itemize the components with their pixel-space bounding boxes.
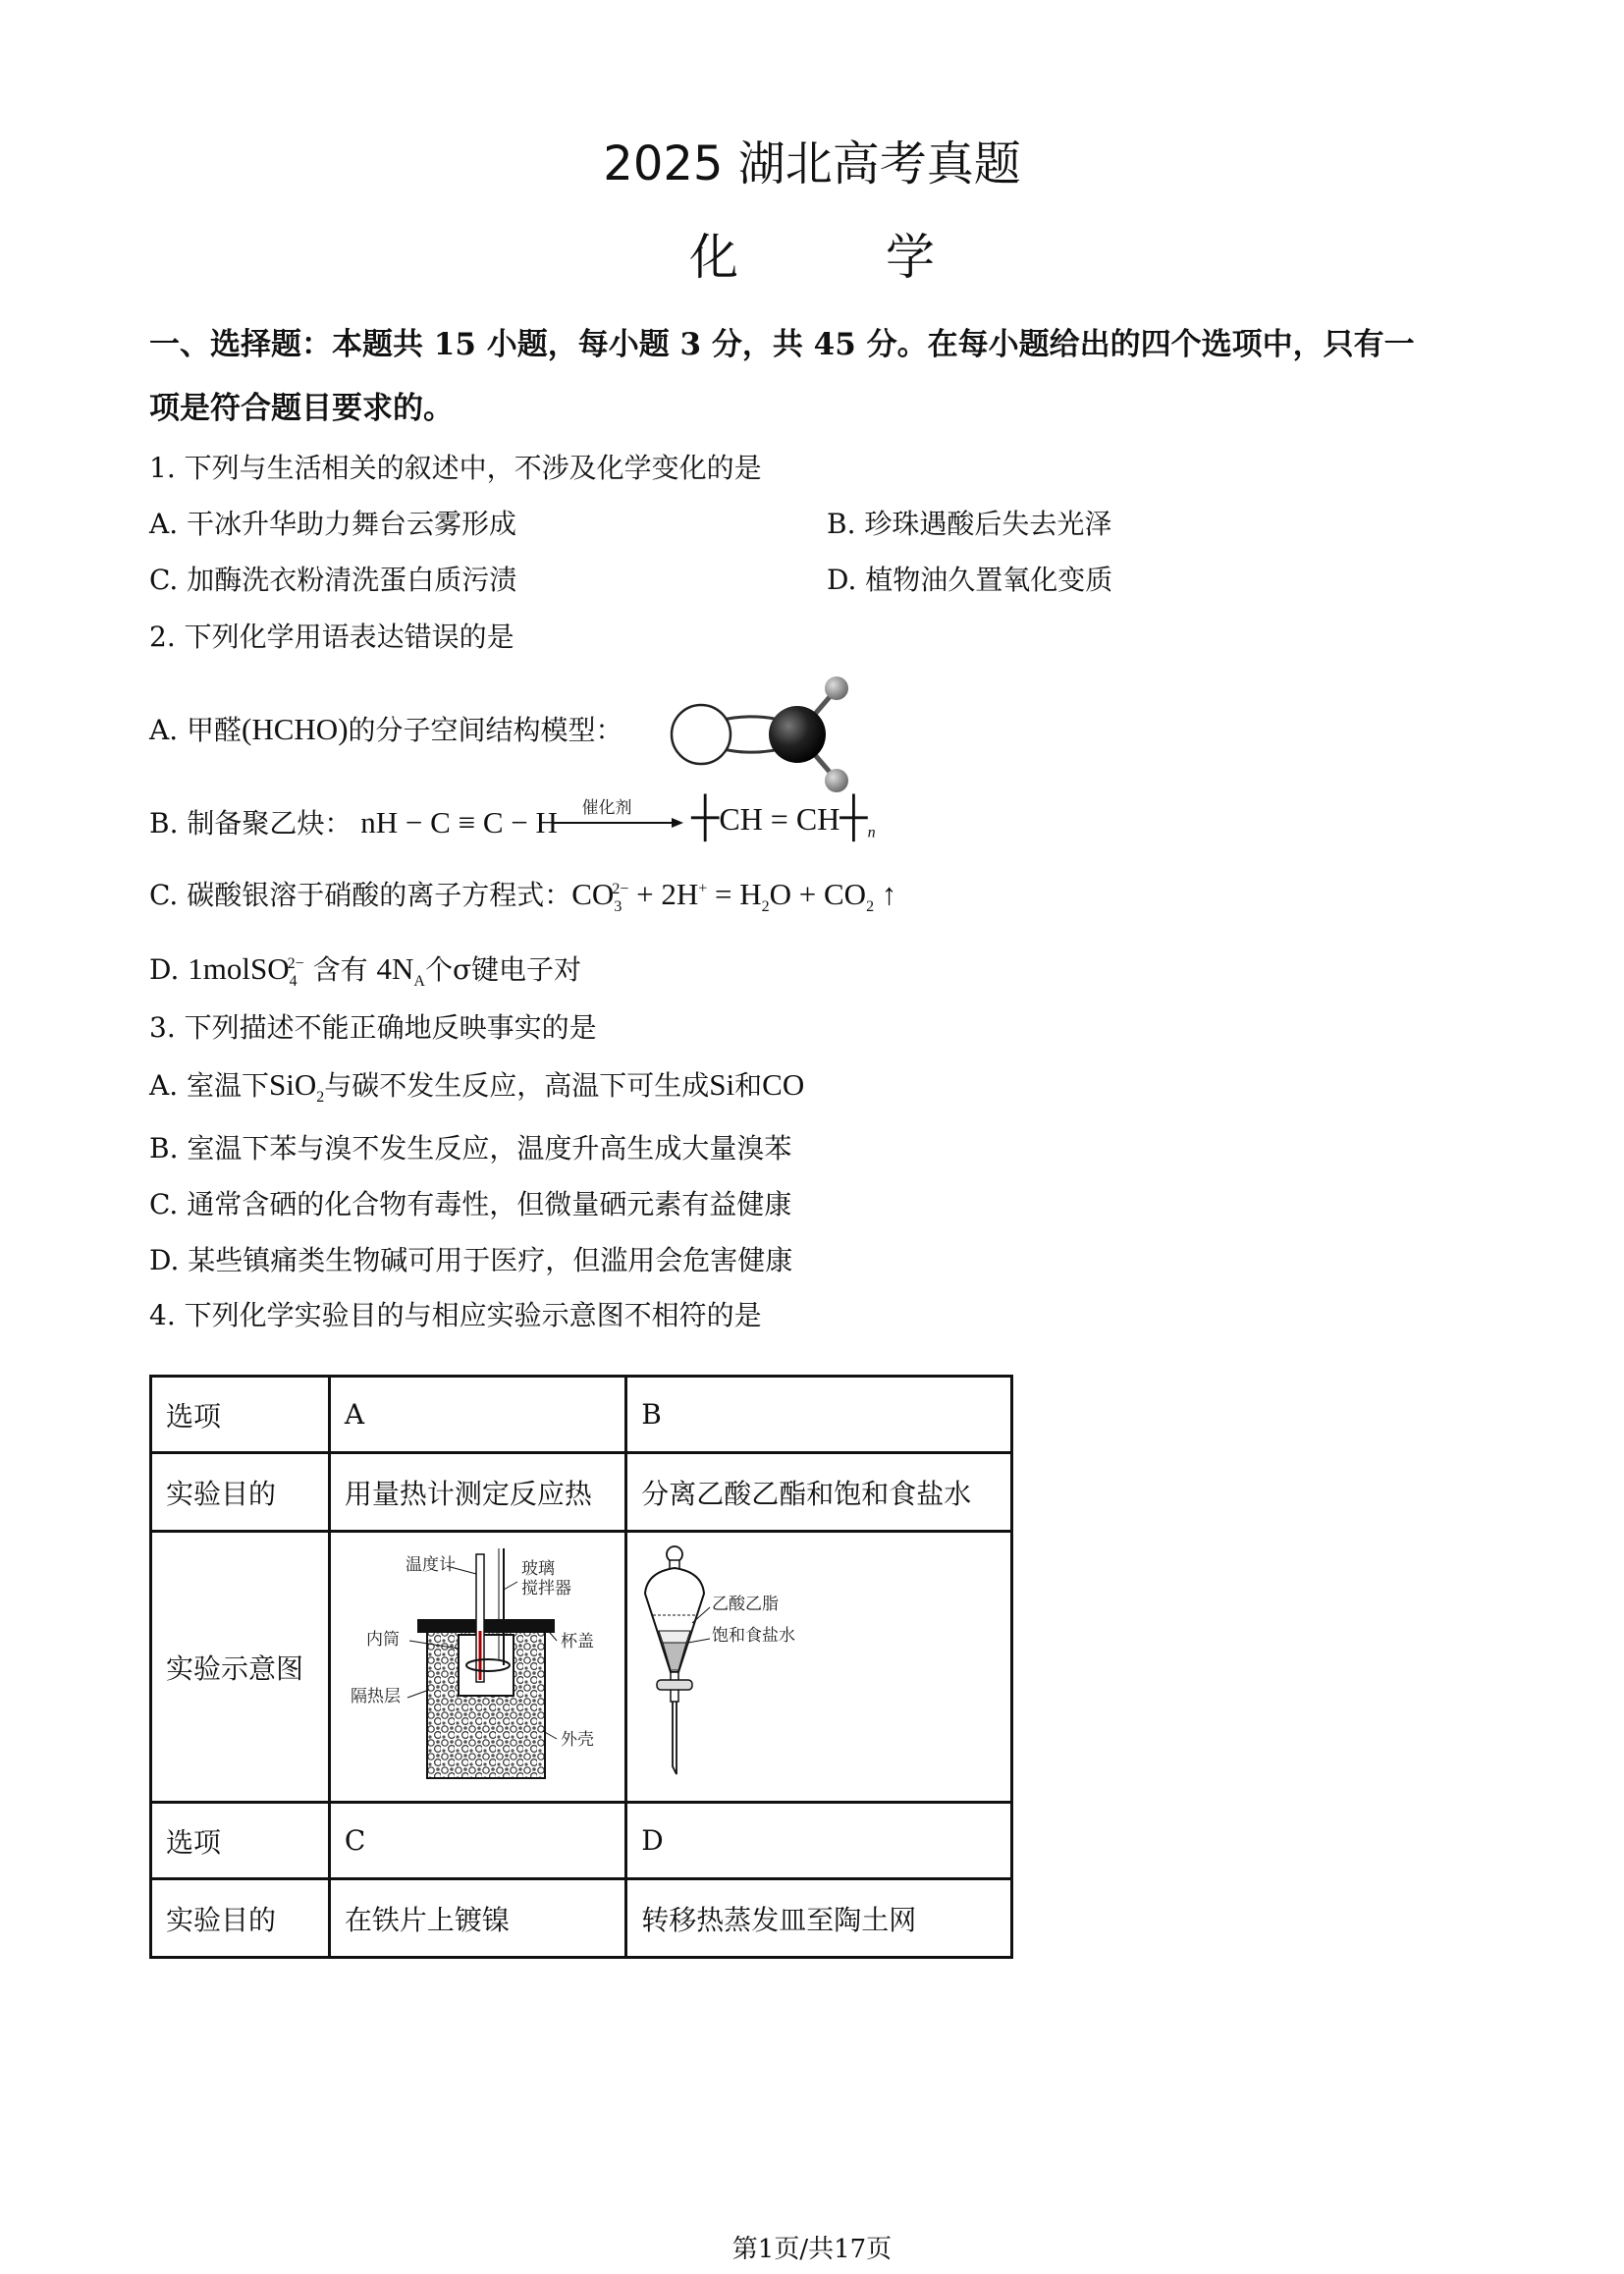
cell-header-purpose: 实验目的 <box>151 1879 330 1958</box>
label-lid: 杯盖 <box>560 1632 594 1651</box>
cell-purpose-d: 转移热蒸发皿至陶土网 <box>626 1879 1012 1958</box>
formaldehyde-model <box>660 668 866 795</box>
sulfate-amount: 1molSO$_4^{2-}$ <box>188 951 304 991</box>
cell-diagram-b <box>626 1532 1012 1803</box>
label-brine: 饱和食盐水 <box>712 1626 796 1646</box>
oxygen-atom <box>672 705 731 764</box>
catalyst-arrow <box>550 797 687 837</box>
ionic-equation: $CO_3^{2-} + 2H^+ = H_2O + CO_2$ ↑ <box>571 877 897 916</box>
label-insulation: 隔热层 <box>350 1687 401 1706</box>
label-inner-cup: 内筒 <box>365 1630 400 1650</box>
option-d-mid: 含有 <box>312 953 368 986</box>
separatory-funnel-diagram <box>627 1533 1004 1794</box>
question-1-stem: 1. 下列与生活相关的叙述中，不涉及化学变化的是 <box>149 452 762 484</box>
sio2-formula: SiO$_2$ <box>269 1067 325 1107</box>
option-d-suffix: 个σ键电子对 <box>424 953 582 986</box>
cell-purpose-c: 在铁片上镀镍 <box>329 1879 625 1958</box>
document-subject: 化学 <box>689 229 1082 286</box>
cell-header-option: 选项 <box>151 1803 330 1879</box>
question-2-stem: 2. 下列化学用语表达错误的是 <box>149 621 514 653</box>
section-heading-line2: 项是符合题目要求的。 <box>149 391 454 426</box>
question-1-option-b: B. 珍珠遇酸后失去光泽 <box>827 508 1112 540</box>
label-stirrer: 搅拌器 <box>520 1579 571 1598</box>
question-3-option-b: B. 室温下苯与溴不发生反应，温度升高生成大量溴苯 <box>149 1132 792 1164</box>
question-3-option-c: C. 通常含硒的化合物有毒性，但微量硒元素有益健康 <box>149 1188 792 1220</box>
table-row <box>151 1377 1012 1453</box>
avogadro-count: $4N_A$ <box>376 951 425 991</box>
question-2-option-b <box>149 802 558 841</box>
question-3-stem: 3. 下列描述不能正确地反映事实的是 <box>149 1011 597 1044</box>
catalyst-label: 催化剂 <box>581 798 632 818</box>
cell-purpose-b: 分离乙酸乙酯和饱和食盐水 <box>626 1453 1012 1532</box>
question-4-table <box>149 1375 1013 1959</box>
cell-header-purpose: 实验目的 <box>151 1453 330 1532</box>
cell-header-diagram: 实验示意图 <box>151 1532 330 1803</box>
question-4-stem: 4. 下列化学实验目的与相应实验示意图不相符的是 <box>149 1299 762 1331</box>
cell-header-option: 选项 <box>151 1377 330 1453</box>
cell-option-c: C <box>329 1803 625 1879</box>
table-row <box>151 1532 1012 1803</box>
cell-option-a: A <box>329 1377 625 1453</box>
hcho-formula: (HCHO) <box>242 712 349 746</box>
question-2-option-c <box>149 874 896 916</box>
hydrogen-atom <box>825 677 848 700</box>
question-1-option-d: D. 植物油久置氧化变质 <box>827 564 1113 596</box>
polyacetylene-product: ┼CH = $CH┼_n$ <box>691 794 876 841</box>
option-a-suffix: 的分子空间结构模型： <box>348 714 623 746</box>
label-ethyl-acetate: 乙酸乙脂 <box>712 1595 780 1614</box>
table-row <box>151 1879 1012 1958</box>
question-3-option-d: D. 某些镇痛类生物碱可用于医疗，但滥用会危害健康 <box>149 1244 793 1276</box>
table-row <box>151 1453 1012 1532</box>
carbon-atom <box>769 706 826 763</box>
degree-n: n <box>867 824 876 841</box>
cell-purpose-a: 用量热计测定反应热 <box>329 1453 625 1532</box>
section-heading-line1: 一、选择题：本题共 15 小题，每小题 3 分，共 45 分。在每小题给出的四个选项中，只有一 <box>149 327 1415 362</box>
option-a-prefix: A. 甲醛 <box>149 714 243 746</box>
label-glass: 玻璃 <box>520 1559 555 1579</box>
question-2-option-d <box>149 948 581 991</box>
page-number: 第1页/共17页 <box>731 2235 893 2264</box>
option-d-prefix: D. <box>149 953 180 986</box>
question-2-option-a <box>149 709 623 748</box>
document-title: 2025 湖北高考真题 <box>603 136 1021 191</box>
hydrogen-atom <box>825 769 848 792</box>
cell-option-d: D <box>626 1803 1012 1879</box>
calorimeter-diagram <box>331 1533 622 1794</box>
label-thermometer: 温度计 <box>405 1555 456 1575</box>
option-b-prefix: B. 制备聚乙炔： <box>149 807 352 839</box>
cell-diagram-a <box>329 1532 625 1803</box>
acetylene-reactant: nH − C ≡ C − H <box>360 805 558 839</box>
label-shell: 外壳 <box>560 1730 594 1750</box>
question-1-option-a: A. 干冰升华助力舞台云雾形成 <box>149 508 517 540</box>
option-c-prefix: C. 碳酸银溶于硝酸的离子方程式： <box>149 879 572 911</box>
product-formula: CH = CH <box>719 801 840 837</box>
question-3-option-a: A. 室温下SiO$_2$与碳不发生反应，高温下可生成Si和CO <box>149 1067 805 1107</box>
table-row <box>151 1803 1012 1879</box>
question-1-option-c: C. 加酶洗衣粉清洗蛋白质污渍 <box>149 564 517 596</box>
cell-option-b: B <box>626 1377 1012 1453</box>
